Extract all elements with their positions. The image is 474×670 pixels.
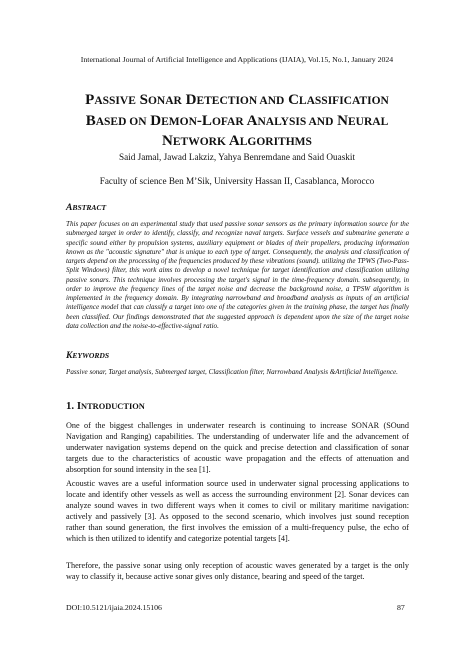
title-word: BASED ON	[85, 112, 147, 129]
title-word: ALGORITHMS	[228, 133, 312, 149]
abstract-heading: ABSTRACT	[66, 202, 107, 213]
title-word: PASSIVE	[85, 92, 136, 108]
page-number: 87	[397, 603, 405, 612]
keywords-heading: KEYWORDS	[66, 350, 110, 361]
title-word: NEURAL	[337, 112, 389, 129]
title-word: DEMON	[150, 112, 197, 129]
body-paragraph: One of the biggest challenges in underwater research is continuing to increase SONAR (SOund Navigation and Ranging) capabilities. The understanding of underwater life and the advancement of underwater navigation systems depend on the quick and precise detection and classification of sonar targets due to the characteristics of acoustic wave propagation and the effects of attenuation and absorption for sound intensity in the sea [1].	[66, 421, 409, 474]
author-list: Said Jamal, Jawad Lakziz, Yahya Benremdane and Said Ouaskit	[118, 152, 355, 162]
title-word: ANALYSIS AND	[246, 112, 334, 129]
paper-title: PASSIVE SONAR DETECTION AND CLASSIFICATION BASED ON DEMON-LOFAR ANALYSIS AND NEURAL NETWORK ALGORITHMS	[85, 92, 389, 149]
title-word: LOFAR	[201, 112, 244, 129]
title-word: CLASSIFICATION	[288, 92, 389, 108]
running-header: International Journal of Artificial Intelligence and Applications (IJAIA), Vol.15, No.1, January 2024	[80, 55, 394, 64]
keywords-text: Passive sonar, Target analysis, Submerged target, Classification filter, Narrowband Analysis &Artificial Intelligence.	[66, 368, 398, 376]
abstract-text: This paper focuses on an experimental study that used passive sonar sensors as the primary information source for the submerged target in order to identify, classify, and recognize naval targets. Surface vessels and submarine generate a specific sound either by propulsion systems, auxiliary equipment or blades of their propellers, producing information known as the "acoustic signature" that is unique to each type of target. Consequently, the analysis and classification of targets depend on the processing of the frequencies produced by these vibrations (sound). utilizing the TPWS (Two-Pass-Split Windows) filter, this work aims to develop a novel technique for target identification and classification utilizing passive sonars. This technique involves processing the target's signal in the time-frequency domain. subsequently, in order to improve the frequency lines of the target noise and decrease the background noise, a TPSW algorithm is implemented in the frequency domain. By integrating narrowband and broadband analysis as inputs of an artificial intelligence model that can classify a target into one of the categories given in the training phase, the target has finally been classified. Our findings demonstrated that the suggested approach is dependent upon the size of the target noise data collection and the noise-to-effective-signal ratio.	[66, 220, 410, 330]
section-heading-introduction: 1. INTRODUCTION	[66, 400, 145, 412]
doi-footer: DOI:10.5121/ijaia.2024.15106	[66, 603, 162, 612]
title-word: SONAR	[139, 92, 182, 108]
title-word: NETWORK	[162, 133, 226, 149]
body-paragraph: Therefore, the passive sonar using only reception of acoustic waves generated by a target is the only way to classify it, because active sonar gives only distance, bearing and speed of the target.	[66, 561, 409, 581]
body-paragraph: Acoustic waves are a useful information source used in underwater signal processing applications to locate and identify other vessels as well as access the surrounding environment [2]. Sonar devices can analyze sound waves in two different ways when it comes to civil or military maritime navigation: actively and passively [3]. As opposed to the second scenario, which involves just sound reception rather than sound generation, the first involves the emission of a multi-frequency pulse, the echo of which is then utilized to identify and categorize potential targets [4].	[66, 479, 409, 543]
title-word: DETECTION AND	[185, 92, 285, 108]
affiliation: Faculty of science Ben M’Sik, University Hassan II, Casablanca, Morocco	[99, 176, 375, 186]
